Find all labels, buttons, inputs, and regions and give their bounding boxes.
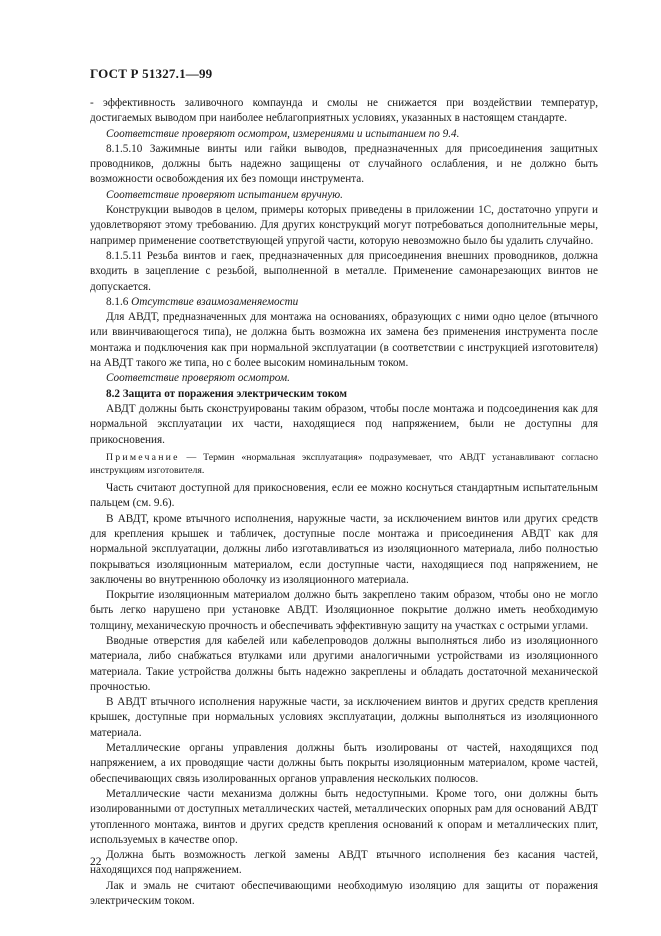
paragraph: Лак и эмаль не считают обеспечивающими необходимую изоляцию для защиты от поражения электрическим током. xyxy=(90,879,598,908)
paragraph: Металлические органы управления должны быть изолированы от частей, находящихся под напряжением, а их проводящие части должны быть покрыты изоляционным материалом, кроме частей, обеспечивающих связь изолированных органов управления нескольких полюсов. xyxy=(90,742,598,785)
body-text xyxy=(90,96,598,909)
page-header: ГОСТ Р 51327.1—99 xyxy=(90,66,213,81)
compliance-note: Соответствие проверяют осмотром, измерениями и испытанием по 9.4. xyxy=(106,127,460,140)
note-label: Примечание xyxy=(106,451,180,463)
subsection-heading xyxy=(90,295,598,310)
section-heading: 8.2 Защита от поражения электрическим током xyxy=(106,387,348,400)
compliance-note: Соответствие проверяют испытанием вручную. xyxy=(106,188,343,201)
note xyxy=(90,451,598,478)
paragraph: Должна быть возможность легкой замены АВДТ втычного исполнения без касания частей, находящихся под напряжением. xyxy=(90,849,598,877)
paragraph: 8.1.5.10 Зажимные винты или гайки выводов, предназначенных для присоединения защитных проводников, должны быть надежно защищены от случайного ослабления, и не должно быть возможности освобождения их без помощи инструмента. xyxy=(90,142,598,186)
paragraph: АВДТ должны быть сконструированы таким образом, чтобы после монтажа и подсоединения как для нормальной эксплуатации их части, находящиеся под напряжением, были не доступны для прикосновения. xyxy=(90,402,598,446)
paragraph: В АВДТ втычного исполнения наружные части, за исключением винтов и других средств крепления крышек, доступные при нормальных условиях эксплуатации, должны выполняться из изоляционного материала. xyxy=(90,696,598,739)
subsection-number: 8.1.6 xyxy=(106,295,129,308)
subsection-title: Отсутствие взаимозаменяемости xyxy=(131,295,299,308)
paragraph: Металлические части механизма должны быть недоступными. Кроме того, они должны быть изолированными от доступных металлических частей, металлических опорных рам для оснований АВДТ утопленного монтажа, винтов и других средств крепления оснований к опорам и металлических плит, используемых в качестве опор. xyxy=(90,787,598,846)
paragraph: - эффективность заливочного компаунда и смолы не снижается при воздействии температур, достигаемых выводом при наиболее неблагоприятных условиях, указанных в настоящем стандарте. xyxy=(90,97,598,125)
paragraph: Для АВДТ, предназначенных для монтажа на основаниях, образующих с ними одно целое (втычного или ввинчивающегося типа), не должна быть возможна их замена без применения инструмента после монтажа и подключения как при нормальной эксплуатации (в соответствии с инструкцией изготовителя) на АВДТ такого же типа, но с более высоким номинальным током. xyxy=(90,311,598,370)
note-text: — Термин «нормальная эксплуатация» подразумевает, что АВДТ устанавливают согласно инструкциям изготовителя. xyxy=(90,451,599,477)
paragraph: Конструкции выводов в целом, примеры которых приведены в приложении 1С, достаточно упруги и удовлетворяют этому требованию. Для других конструкций могут потребоваться дополнительные меры, например применение соответствующей упругой части, которую невозможно было бы удалить случайно. xyxy=(90,204,598,247)
paragraph: Вводные отверстия для кабелей или кабелепроводов должны выполняться либо из изоляционного материала, либо снабжаться втулками или другими аналогичными устройствами из изоляционного материала. Такие устройства должны быть надежно закреплены и обладать достаточной механической прочностью. xyxy=(90,634,598,693)
paragraph: Покрытие изоляционным материалом должно быть закреплено таким образом, чтобы оно не могло быть легко нарушено при установке АВДТ. Изоляционное покрытие должно иметь необходимую толщину, механическую прочность и обеспечивать эффективную защиту на участках с острыми углами. xyxy=(90,589,598,632)
paragraph: 8.1.5.11 Резьба винтов и гаек, предназначенных для присоединения внешних проводников, должна входить в зацепление с резьбой, выполненной в металле. Применение самонарезающих винтов не допускается. xyxy=(90,249,598,293)
paragraph: В АВДТ, кроме втычного исполнения, наружные части, за исключением винтов или других средств для крепления крышек и табличек, доступные после монтажа и присоединения АВДТ как для нормальной эксплуатации, должны либо изготавливаться из изоляционного материала, либо полностью покрываться изоляционным материалом, если доступные части, находящиеся под напряжением, не заключены во внутреннюю оболочку из изоляционного материала. xyxy=(90,512,598,586)
paragraph: Часть считают доступной для прикосновения, если ее можно коснуться стандартным испытательным пальцем (см. 9.6). xyxy=(90,482,598,510)
compliance-note: Соответствие проверяют осмотром. xyxy=(106,372,290,385)
page-number: 22 xyxy=(90,856,102,868)
